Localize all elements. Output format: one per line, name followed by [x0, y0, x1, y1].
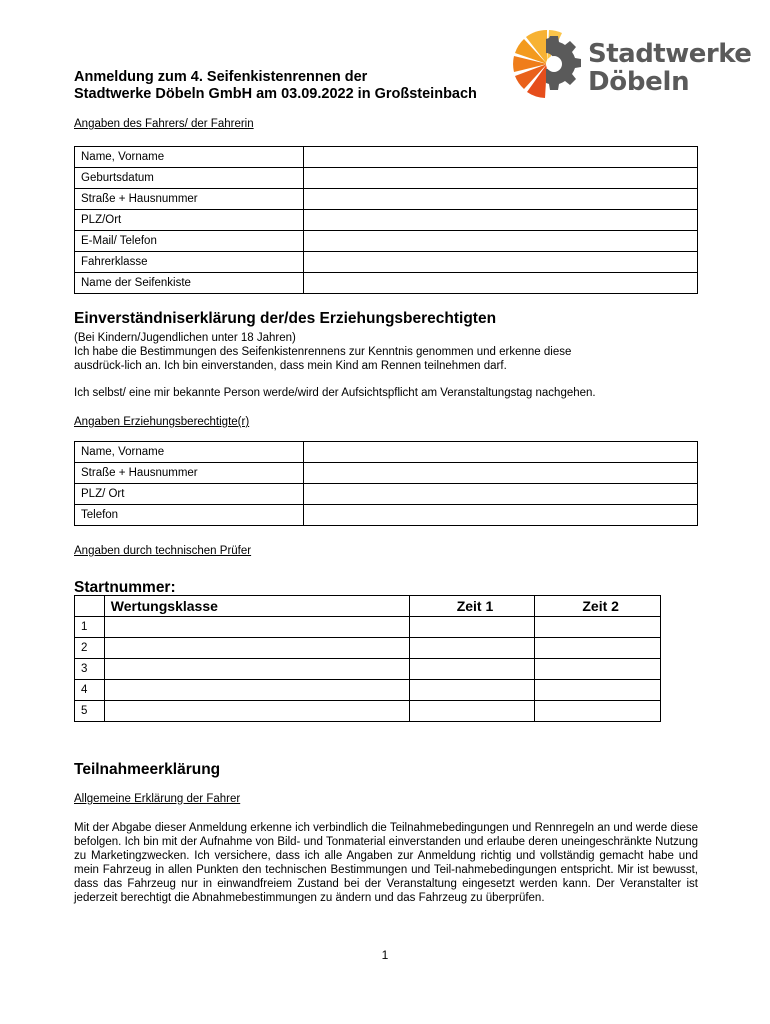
field-label: Name, Vorname	[75, 442, 304, 463]
logo-name-line1: Stadtwerke	[588, 39, 752, 69]
supervision-text: Ich selbst/ eine mir bekannte Person werde/wird der Aufsichtspflicht am Veranstaltungstag nachgehen.	[74, 387, 596, 399]
driver-section-heading: Angaben des Fahrers/ der Fahrerin	[74, 118, 254, 130]
race-times-table	[74, 595, 661, 722]
stadtwerke-logo	[510, 26, 752, 102]
column-header-class: Wertungsklasse	[104, 596, 409, 617]
table-header-row	[75, 596, 661, 617]
time2-cell[interactable]	[535, 617, 661, 638]
table-row	[75, 659, 661, 680]
column-header-number	[75, 596, 105, 617]
time1-cell[interactable]	[409, 617, 535, 638]
time1-cell[interactable]	[409, 680, 535, 701]
field-label: Name der Seifenkiste	[75, 273, 304, 294]
consent-text-line2: ausdrück-lich an. Ich bin einverstanden, dass mein Kind am Rennen teilnehmen darf.	[74, 360, 507, 372]
table-row	[75, 442, 698, 463]
field-label: E-Mail/ Telefon	[75, 231, 304, 252]
field-label: Straße + Hausnummer	[75, 463, 304, 484]
field-input-cell[interactable]	[304, 210, 698, 231]
time1-cell[interactable]	[409, 638, 535, 659]
consent-note: (Bei Kindern/Jugendlichen unter 18 Jahren)	[74, 332, 296, 344]
field-input-cell[interactable]	[304, 147, 698, 168]
field-label: PLZ/Ort	[75, 210, 304, 231]
driver-form-table	[74, 146, 698, 294]
field-label: Name, Vorname	[75, 147, 304, 168]
consent-heading: Einverständniserklärung der/des Erziehungsberechtigten	[74, 310, 497, 327]
row-number: 2	[75, 638, 105, 659]
table-row	[75, 273, 698, 294]
time1-cell[interactable]	[409, 659, 535, 680]
table-row	[75, 252, 698, 273]
table-row	[75, 463, 698, 484]
field-input-cell[interactable]	[304, 484, 698, 505]
table-row	[75, 147, 698, 168]
class-cell[interactable]	[104, 701, 409, 722]
field-input-cell[interactable]	[304, 442, 698, 463]
field-input-cell[interactable]	[304, 252, 698, 273]
field-input-cell[interactable]	[304, 168, 698, 189]
table-row	[75, 680, 661, 701]
consent-text-line1: Ich habe die Bestimmungen des Seifenkistenrennens zur Kenntnis genommen und erkenne diese	[74, 346, 572, 358]
table-row	[75, 505, 698, 526]
class-cell[interactable]	[104, 638, 409, 659]
title-line1: Anmeldung zum 4. Seifenkistenrennen der	[74, 69, 368, 85]
page-number: 1	[381, 948, 389, 962]
participation-subheading: Allgemeine Erklärung der Fahrer	[74, 793, 241, 805]
time2-cell[interactable]	[535, 680, 661, 701]
title-line2: Stadtwerke Döbeln GmbH am 03.09.2022 in Großsteinbach	[74, 86, 477, 102]
class-cell[interactable]	[104, 659, 409, 680]
field-label: Telefon	[75, 505, 304, 526]
column-header-time1: Zeit 1	[409, 596, 535, 617]
participation-heading: Teilnahmeerklärung	[74, 761, 221, 778]
time2-cell[interactable]	[535, 638, 661, 659]
logo-wordmark	[588, 40, 751, 96]
table-row	[75, 189, 698, 210]
guardian-form-table	[74, 441, 698, 526]
logo-name-line2: Döbeln	[588, 67, 690, 97]
table-row	[75, 638, 661, 659]
document-title	[74, 69, 477, 103]
table-row	[75, 231, 698, 252]
field-input-cell[interactable]	[304, 463, 698, 484]
consent-text	[74, 331, 698, 373]
time1-cell[interactable]	[409, 701, 535, 722]
class-cell[interactable]	[104, 617, 409, 638]
column-header-time2: Zeit 2	[535, 596, 661, 617]
table-row	[75, 701, 661, 722]
table-row	[75, 168, 698, 189]
participation-text: Mit der Abgabe dieser Anmeldung erkenne ich verbindlich die Teilnahmebedingungen und Rennregeln an und werde diese befolgen. Ich bin mit der Aufnahme von Bild- und Tonmaterial einverstanden und erlaube deren uneingeschränkte Nutzung zu Marketingzwecken. Ich versichere, dass ich alle Angaben zur Anmeldung richtig und vollständig gemacht habe und mein Fahrzeug in allen Punkten den technischen Bestimmungen und Teil-nahmebedingungen entspricht. Mir ist bewusst, dass das Fahrzeug nur in einwandfreiem Zustand bei der Veranstaltung eingesetzt werden kann. Der Veranstalter ist jederzeit berechtigt die Abnahmebestimmungen zu ändern und das Fahrzeug zu überprüfen.	[74, 822, 698, 904]
table-row	[75, 617, 661, 638]
start-number-label: Startnummer:	[74, 579, 176, 596]
field-label: Geburtsdatum	[75, 168, 304, 189]
row-number: 1	[75, 617, 105, 638]
field-input-cell[interactable]	[304, 189, 698, 210]
table-row	[75, 210, 698, 231]
field-label: PLZ/ Ort	[75, 484, 304, 505]
field-label: Straße + Hausnummer	[75, 189, 304, 210]
row-number: 3	[75, 659, 105, 680]
table-row	[75, 484, 698, 505]
field-input-cell[interactable]	[304, 273, 698, 294]
row-number: 5	[75, 701, 105, 722]
field-label: Fahrerklasse	[75, 252, 304, 273]
field-input-cell[interactable]	[304, 231, 698, 252]
row-number: 4	[75, 680, 105, 701]
inspector-section-heading: Angaben durch technischen Prüfer	[74, 545, 252, 557]
time2-cell[interactable]	[535, 701, 661, 722]
time2-cell[interactable]	[535, 659, 661, 680]
gear-sun-logo-icon	[510, 26, 584, 102]
field-input-cell[interactable]	[304, 505, 698, 526]
class-cell[interactable]	[104, 680, 409, 701]
guardian-section-heading: Angaben Erziehungsberechtigte(r)	[74, 416, 250, 428]
